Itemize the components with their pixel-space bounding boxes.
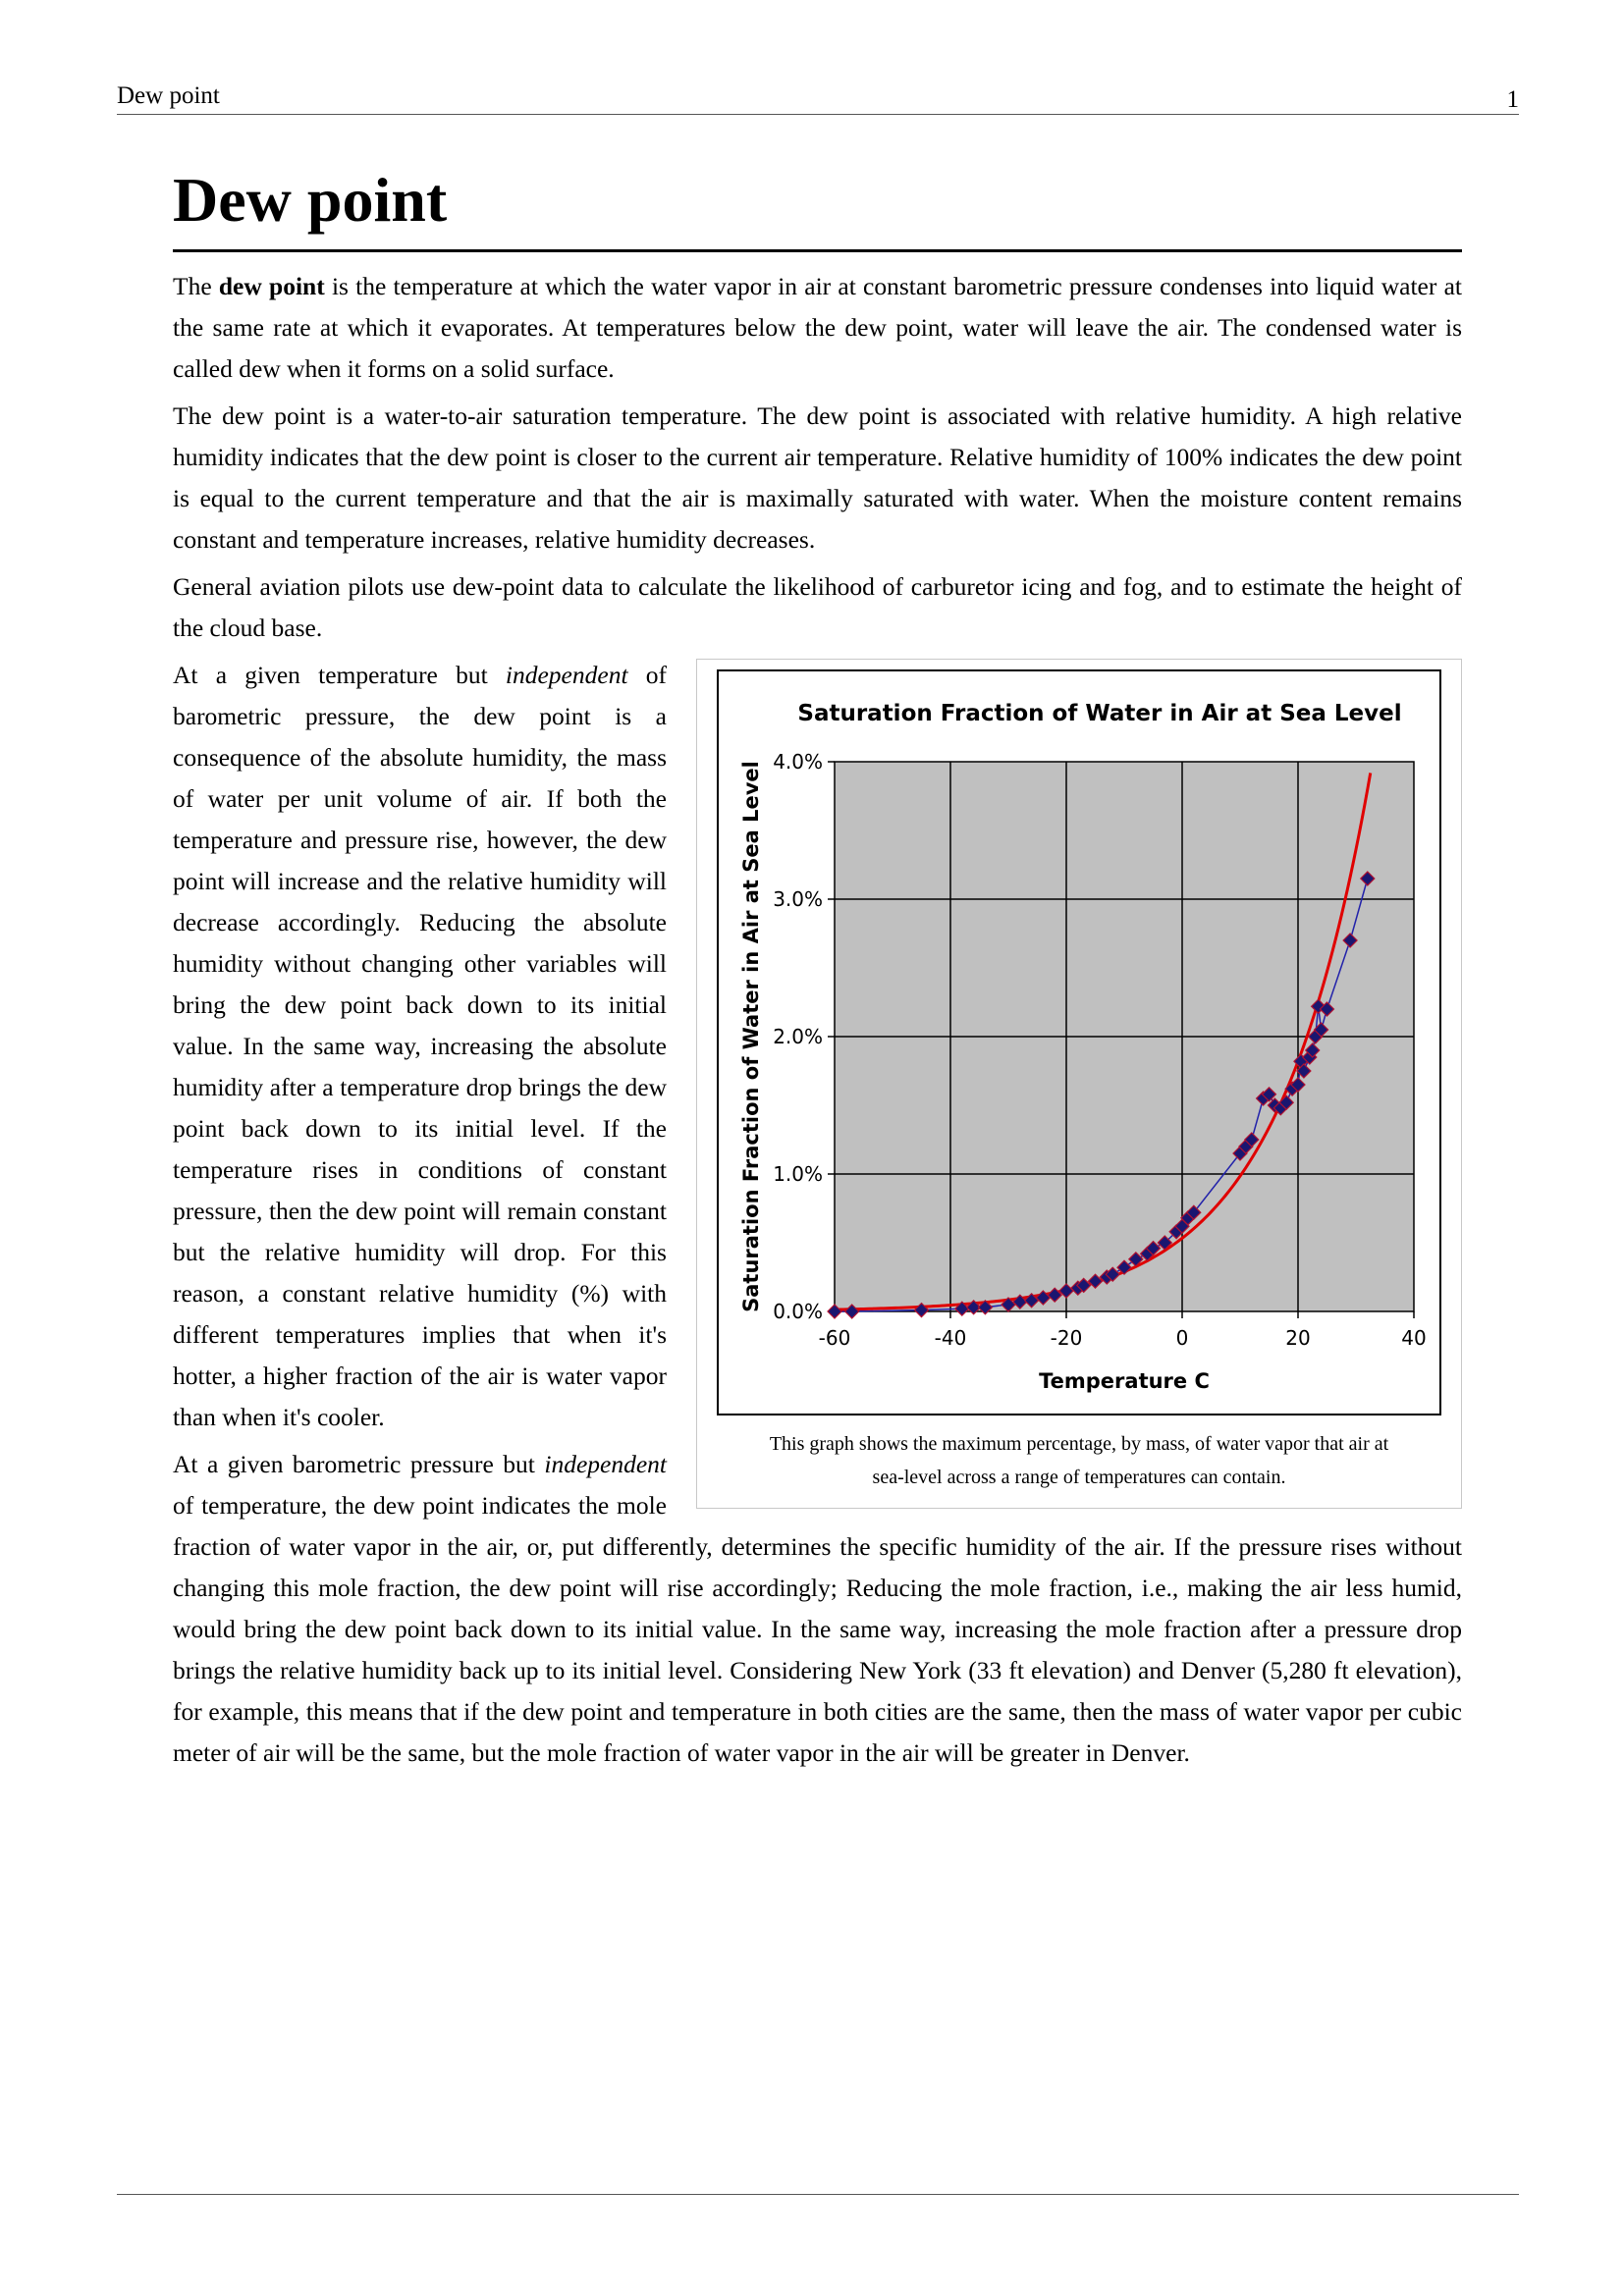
article-title: Dew point (173, 157, 1462, 252)
y-tick-label: 1.0% (773, 1162, 823, 1186)
x-tick-label: 20 (1285, 1326, 1311, 1350)
running-footer (117, 2194, 1519, 2195)
y-axis-label: Saturation Fraction of Water in Air at Sea Level (739, 761, 763, 1312)
chart-title: Saturation Fraction of Water in Air at Sea Level (797, 701, 1402, 726)
x-tick-label: -60 (818, 1326, 851, 1350)
running-header-title: Dew point (117, 82, 220, 109)
running-header (117, 82, 1519, 115)
paragraph-absolute-humidity-rest: of barometric pressure, the dew point is a consequence of the absolute humidity, the mass of water per unit volume of air. If both the temperature and pressure rise, however, the dew point will increase and the relative humidity will decrease accordingly. Reducing the absolute humidity without changing other variables will bring the dew point back down to its initial value. In the same way, increasing the absolute humidity after a temperature drop brings the dew point back down to its initial level. If the temperature rises in conditions of constant pressure, then the dew point will remain constant but the relative humidity will drop. For this reason, a constant relative humidity (%) with different temperatures implies that when it's hotter, a higher fraction of the air is water vapor than when it's cooler. (173, 661, 667, 1431)
x-tick-label: 40 (1401, 1326, 1427, 1350)
paragraph-aviation: General aviation pilots use dew-point data to calculate the likelihood of carburetor icing and fog, and to estimate the height of the cloud base. (173, 572, 1462, 642)
emphasis-independent: independent (505, 661, 628, 689)
figure-caption-line-1: This graph shows the maximum percentage, by mass, of water vapor that air at (769, 1433, 1389, 1455)
y-tick-label: 0.0% (773, 1300, 823, 1323)
article-body (173, 157, 1462, 1780)
dew-point-term: dew point (218, 272, 325, 300)
x-tick-label: -20 (1050, 1326, 1083, 1350)
x-tick-label: 0 (1175, 1326, 1189, 1350)
saturation-chart (717, 669, 1441, 1415)
paragraph-saturation: The dew point is a water-to-air saturation temperature. The dew point is associated with relative humidity. A high relative humidity indicates that the dew point is closer to the current air temperature. Relative humidity of 100% indicates the dew point is equal to the current temperature and that the air is maximally saturated with water. When the moisture content remains constant and temperature increases, relative humidity decreases. (173, 401, 1462, 554)
paragraph-mole-fraction-rest: of temperature, the dew point indicates the mole fraction of water vapor in the air, or, put differently, determines the specific humidity of the air. If the pressure rises without changing this mole fraction, the dew point will rise accordingly; Reducing the mole fraction, i.e., making the air less humid, would bring the dew point back down to its initial value. In the same way, increasing the mole fraction after a pressure drop brings the relative humidity back up to its initial level. Considering New York (33 ft elevation) and Denver (5,280 ft elevation), for example, this means that if the dew point and temperature in both cities are the same, then the mass of water vapor per cubic meter of air will be the same, but the mole fraction of water vapor in the air will be greater in Denver. (173, 1491, 1462, 1767)
paragraph-definition-rest: is the temperature at which the water vapor in air at constant barometric pressure condenses into liquid water at the same rate at which it evaporates. At temperatures below the dew point, water will leave the air. The condensed water is called dew when it forms on a solid surface. (173, 272, 1462, 383)
paragraph-mole-fraction-lead: At a given barometric pressure but (173, 1450, 545, 1478)
y-tick-label: 4.0% (773, 750, 823, 774)
page-number: 1 (1506, 86, 1519, 113)
y-tick-label: 2.0% (773, 1025, 823, 1048)
figure-caption-line-2: sea-level across a range of temperatures can contain. (872, 1467, 1286, 1488)
figure-saturation-chart (696, 659, 1462, 1509)
x-axis-label: Temperature C (1039, 1369, 1210, 1393)
x-tick-label: -40 (934, 1326, 967, 1350)
paragraph-definition (173, 266, 1462, 390)
y-tick-label: 3.0% (773, 887, 823, 911)
emphasis-independent-2: independent (544, 1450, 667, 1478)
figure-caption (717, 1427, 1441, 1494)
paragraph-definition-lead: The (173, 272, 219, 300)
paragraph-absolute-humidity-lead: At a given temperature but (173, 661, 506, 689)
